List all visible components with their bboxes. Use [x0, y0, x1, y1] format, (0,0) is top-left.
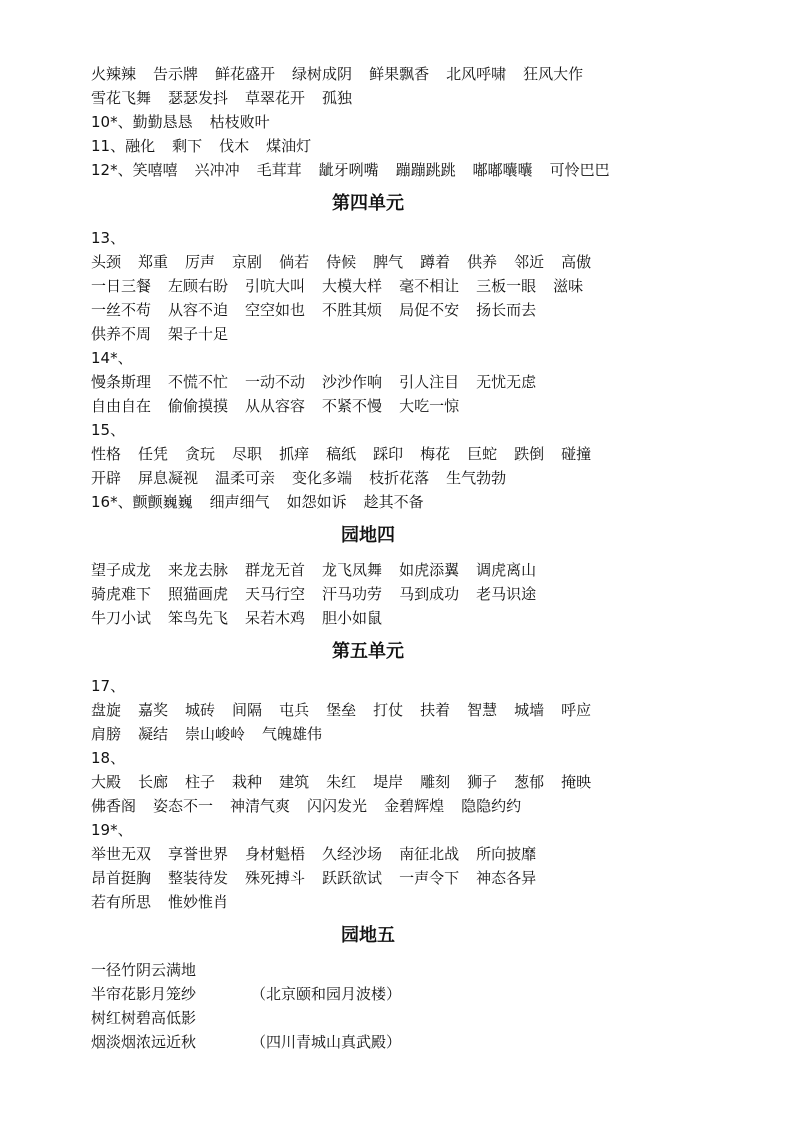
- vocab-word: 老马识途: [476, 585, 537, 603]
- vocab-word: 骑虎难下: [91, 585, 152, 603]
- vocab-line: [91, 890, 731, 914]
- vocab-word: 如虎添翼: [399, 561, 460, 579]
- vocab-line: [91, 226, 731, 250]
- vocab-word: 鲜花盛开: [215, 65, 276, 83]
- vocab-word: 贪玩: [185, 445, 216, 463]
- vocab-word: 13、: [91, 229, 126, 247]
- vocab-word: 若有所思: [91, 893, 152, 911]
- vocab-word: 碰撞: [561, 445, 592, 463]
- vocab-line: [91, 770, 731, 794]
- vocab-word: 智慧: [467, 701, 498, 719]
- couplet-line: [91, 1030, 731, 1054]
- vocab-line: [91, 558, 731, 582]
- vocab-line: [91, 298, 731, 322]
- vocab-word: 长廊: [138, 773, 169, 791]
- vocab-word: 尽职: [232, 445, 263, 463]
- vocab-block-garden-4: [91, 558, 731, 630]
- vocab-word: 马到成功: [399, 585, 460, 603]
- vocab-word: 群龙无首: [245, 561, 306, 579]
- vocab-word: 隐隐约约: [461, 797, 522, 815]
- vocab-word: 气魄雄伟: [262, 725, 323, 743]
- vocab-word: 细声细气: [209, 493, 270, 511]
- vocab-word: 告示牌: [153, 65, 199, 83]
- vocab-word: 孤独: [322, 89, 353, 107]
- vocab-word: 引吭大叫: [245, 277, 306, 295]
- vocab-word: 性格: [91, 445, 122, 463]
- vocab-word: 一声令下: [399, 869, 460, 887]
- vocab-line: [91, 818, 731, 842]
- vocab-word: 大模大样: [322, 277, 383, 295]
- vocab-word: 枝折花落: [369, 469, 430, 487]
- vocab-line: [91, 394, 731, 418]
- vocab-word: 崇山峻岭: [185, 725, 246, 743]
- vocab-word: 引人注目: [399, 373, 460, 391]
- document-page: [91, 62, 731, 1054]
- vocab-line: [91, 134, 731, 158]
- vocab-word: 供养不周: [91, 325, 152, 343]
- vocab-word: 闪闪发光: [307, 797, 368, 815]
- vocab-word: 城墙: [514, 701, 545, 719]
- vocab-word: 狮子: [467, 773, 498, 791]
- vocab-word: 天马行空: [245, 585, 306, 603]
- vocab-word: 供养: [467, 253, 498, 271]
- vocab-block-intro: [91, 62, 731, 182]
- vocab-word: 郑重: [138, 253, 169, 271]
- vocab-word: 踩印: [373, 445, 404, 463]
- vocab-word: 京剧: [232, 253, 263, 271]
- vocab-word: 趁其不备: [363, 493, 424, 511]
- vocab-word: 18、: [91, 749, 126, 767]
- vocab-word: 抓痒: [279, 445, 310, 463]
- couplet-text: 一径竹阴云满地: [91, 961, 197, 979]
- couplet-line: [91, 958, 731, 982]
- vocab-word: 金碧辉煌: [384, 797, 445, 815]
- vocab-word: 葱郁: [514, 773, 545, 791]
- vocab-word: 火辣辣: [91, 65, 137, 83]
- heading-unit-4: 第四单元: [332, 193, 404, 214]
- vocab-word: 打仗: [373, 701, 404, 719]
- vocab-word: 扬长而去: [476, 301, 537, 319]
- vocab-word: 朱红: [326, 773, 357, 791]
- vocab-line: [91, 158, 731, 182]
- vocab-word: 堡垒: [326, 701, 357, 719]
- vocab-word: 瑟瑟发抖: [168, 89, 229, 107]
- vocab-word: 17、: [91, 677, 126, 695]
- vocab-word: 建筑: [279, 773, 310, 791]
- vocab-word: 整装待发: [168, 869, 229, 887]
- vocab-word: 栽种: [232, 773, 263, 791]
- vocab-word: 雪花飞舞: [91, 89, 152, 107]
- vocab-word: 偷偷摸摸: [168, 397, 229, 415]
- vocab-word: 不慌不忙: [168, 373, 229, 391]
- vocab-word: 蹦蹦跳跳: [395, 161, 456, 179]
- couplet-line: [91, 982, 731, 1006]
- vocab-word: 头颈: [91, 253, 122, 271]
- vocab-word: 从容不迫: [168, 301, 229, 319]
- vocab-word: 嘉奖: [138, 701, 169, 719]
- vocab-block-unit-5: [91, 674, 731, 914]
- vocab-line: [91, 62, 731, 86]
- vocab-word: 架子十足: [168, 325, 229, 343]
- vocab-word: 绿树成阴: [292, 65, 353, 83]
- vocab-word: 不胜其烦: [322, 301, 383, 319]
- heading-unit-5: 第五单元: [332, 641, 404, 662]
- vocab-word: 凝结: [138, 725, 169, 743]
- vocab-word: 剩下: [172, 137, 203, 155]
- vocab-word: 掩映: [561, 773, 592, 791]
- vocab-word: 神清气爽: [230, 797, 291, 815]
- vocab-word: 侍候: [326, 253, 357, 271]
- vocab-word: 调虎离山: [476, 561, 537, 579]
- vocab-word: 盘旋: [91, 701, 122, 719]
- vocab-word: 跃跃欲试: [322, 869, 383, 887]
- vocab-word: 所向披靡: [476, 845, 537, 863]
- vocab-word: 生气勃勃: [446, 469, 507, 487]
- vocab-line: [91, 746, 731, 770]
- heading-garden-4: 园地四: [341, 525, 395, 546]
- vocab-word: 空空如也: [245, 301, 306, 319]
- vocab-line: [91, 466, 731, 490]
- vocab-word: 毫不相让: [399, 277, 460, 295]
- vocab-word: 笨鸟先飞: [168, 609, 229, 627]
- vocab-word: 草翠花开: [245, 89, 306, 107]
- vocab-line: [91, 418, 731, 442]
- vocab-word: 滋味: [553, 277, 584, 295]
- vocab-word: 梅花: [420, 445, 451, 463]
- vocab-line: [91, 110, 731, 134]
- vocab-word: 呼应: [561, 701, 592, 719]
- vocab-word: 自由自在: [91, 397, 152, 415]
- vocab-word: 厉声: [185, 253, 216, 271]
- vocab-word: 雕刻: [420, 773, 451, 791]
- vocab-word: 柱子: [185, 773, 216, 791]
- vocab-word: 龇牙咧嘴: [318, 161, 379, 179]
- vocab-word: 姿态不一: [153, 797, 214, 815]
- vocab-word: 牛刀小试: [91, 609, 152, 627]
- vocab-word: 开辟: [91, 469, 122, 487]
- vocab-word: 巨蛇: [467, 445, 498, 463]
- couplet-block-garden-5: [91, 958, 731, 1054]
- vocab-word: 兴冲冲: [194, 161, 240, 179]
- vocab-word: 殊死搏斗: [245, 869, 306, 887]
- vocab-line: [91, 490, 731, 514]
- vocab-line: [91, 794, 731, 818]
- vocab-line: [91, 86, 731, 110]
- vocab-word: 昂首挺胸: [91, 869, 152, 887]
- vocab-line: [91, 674, 731, 698]
- vocab-word: 枯枝败叶: [209, 113, 270, 131]
- vocab-word: 左顾右盼: [168, 277, 229, 295]
- vocab-word: 龙飞凤舞: [322, 561, 383, 579]
- vocab-word: 呆若木鸡: [245, 609, 306, 627]
- vocab-word: 沙沙作响: [322, 373, 383, 391]
- vocab-word: 12*、笑嘻嘻: [91, 161, 178, 179]
- vocab-line: [91, 274, 731, 298]
- vocab-word: 享誉世界: [168, 845, 229, 863]
- vocab-word: 久经沙场: [322, 845, 383, 863]
- vocab-word: 望子成龙: [91, 561, 152, 579]
- couplet-text: 烟淡烟浓远近秋: [91, 1033, 197, 1051]
- vocab-word: 任凭: [138, 445, 169, 463]
- vocab-word: 煤油灯: [266, 137, 312, 155]
- vocab-word: 如怨如诉: [286, 493, 347, 511]
- vocab-word: 毛茸茸: [256, 161, 302, 179]
- vocab-word: 11、融化: [91, 137, 156, 155]
- vocab-word: 南征北战: [399, 845, 460, 863]
- vocab-word: 胆小如鼠: [322, 609, 383, 627]
- vocab-word: 16*、颤颤巍巍: [91, 493, 193, 511]
- vocab-word: 来龙去脉: [168, 561, 229, 579]
- vocab-word: 10*、勤勤恳恳: [91, 113, 193, 131]
- vocab-word: 大吃一惊: [399, 397, 460, 415]
- vocab-line: [91, 606, 731, 630]
- vocab-word: 跌倒: [514, 445, 545, 463]
- vocab-word: 慢条斯理: [91, 373, 152, 391]
- vocab-word: 14*、: [91, 349, 133, 367]
- couplet-line: [91, 1006, 731, 1030]
- vocab-word: 可怜巴巴: [549, 161, 610, 179]
- vocab-word: 温柔可亲: [215, 469, 276, 487]
- vocab-line: [91, 698, 731, 722]
- vocab-word: 举世无双: [91, 845, 152, 863]
- vocab-line: [91, 250, 731, 274]
- couplet-text: 树红树碧高低影: [91, 1009, 197, 1027]
- vocab-line: [91, 370, 731, 394]
- vocab-word: 一丝不苟: [91, 301, 152, 319]
- heading-garden-5: 园地五: [341, 925, 395, 946]
- vocab-word: 从从容容: [245, 397, 306, 415]
- vocab-word: 惟妙惟肖: [168, 893, 229, 911]
- vocab-line: [91, 842, 731, 866]
- vocab-word: 嘟嘟囔囔: [472, 161, 533, 179]
- vocab-word: 狂风大作: [523, 65, 584, 83]
- vocab-word: 稿纸: [326, 445, 357, 463]
- vocab-word: 19*、: [91, 821, 133, 839]
- vocab-word: 蹲着: [420, 253, 451, 271]
- vocab-word: 一动不动: [245, 373, 306, 391]
- vocab-word: 无忧无虑: [476, 373, 537, 391]
- vocab-word: 身材魁梧: [245, 845, 306, 863]
- couplet-location-note: （北京颐和园月波楼）: [251, 985, 402, 1003]
- vocab-word: 倘若: [279, 253, 310, 271]
- vocab-line: [91, 322, 731, 346]
- vocab-word: 三板一眼: [476, 277, 537, 295]
- vocab-word: 间隔: [232, 701, 263, 719]
- vocab-word: 城砖: [185, 701, 216, 719]
- vocab-word: 一日三餐: [91, 277, 152, 295]
- vocab-word: 照猫画虎: [168, 585, 229, 603]
- vocab-word: 伐木: [219, 137, 250, 155]
- vocab-line: [91, 442, 731, 466]
- vocab-word: 鲜果飘香: [369, 65, 430, 83]
- vocab-word: 佛香阁: [91, 797, 137, 815]
- vocab-word: 高傲: [561, 253, 592, 271]
- vocab-word: 北风呼啸: [446, 65, 507, 83]
- vocab-word: 肩膀: [91, 725, 122, 743]
- vocab-word: 15、: [91, 421, 126, 439]
- vocab-line: [91, 722, 731, 746]
- vocab-word: 大殿: [91, 773, 122, 791]
- vocab-word: 汗马功劳: [322, 585, 383, 603]
- vocab-word: 扶着: [420, 701, 451, 719]
- vocab-word: 不紧不慢: [322, 397, 383, 415]
- vocab-word: 变化多端: [292, 469, 353, 487]
- vocab-line: [91, 346, 731, 370]
- vocab-word: 局促不安: [399, 301, 460, 319]
- vocab-word: 屏息凝视: [138, 469, 199, 487]
- vocab-line: [91, 582, 731, 606]
- couplet-text: 半帘花影月笼纱: [91, 985, 197, 1003]
- vocab-block-unit-4: [91, 226, 731, 514]
- vocab-word: 脾气: [373, 253, 404, 271]
- vocab-line: [91, 866, 731, 890]
- vocab-word: 神态各异: [476, 869, 537, 887]
- vocab-word: 邻近: [514, 253, 545, 271]
- vocab-word: 屯兵: [279, 701, 310, 719]
- vocab-word: 堤岸: [373, 773, 404, 791]
- couplet-location-note: （四川青城山真武殿）: [251, 1033, 402, 1051]
